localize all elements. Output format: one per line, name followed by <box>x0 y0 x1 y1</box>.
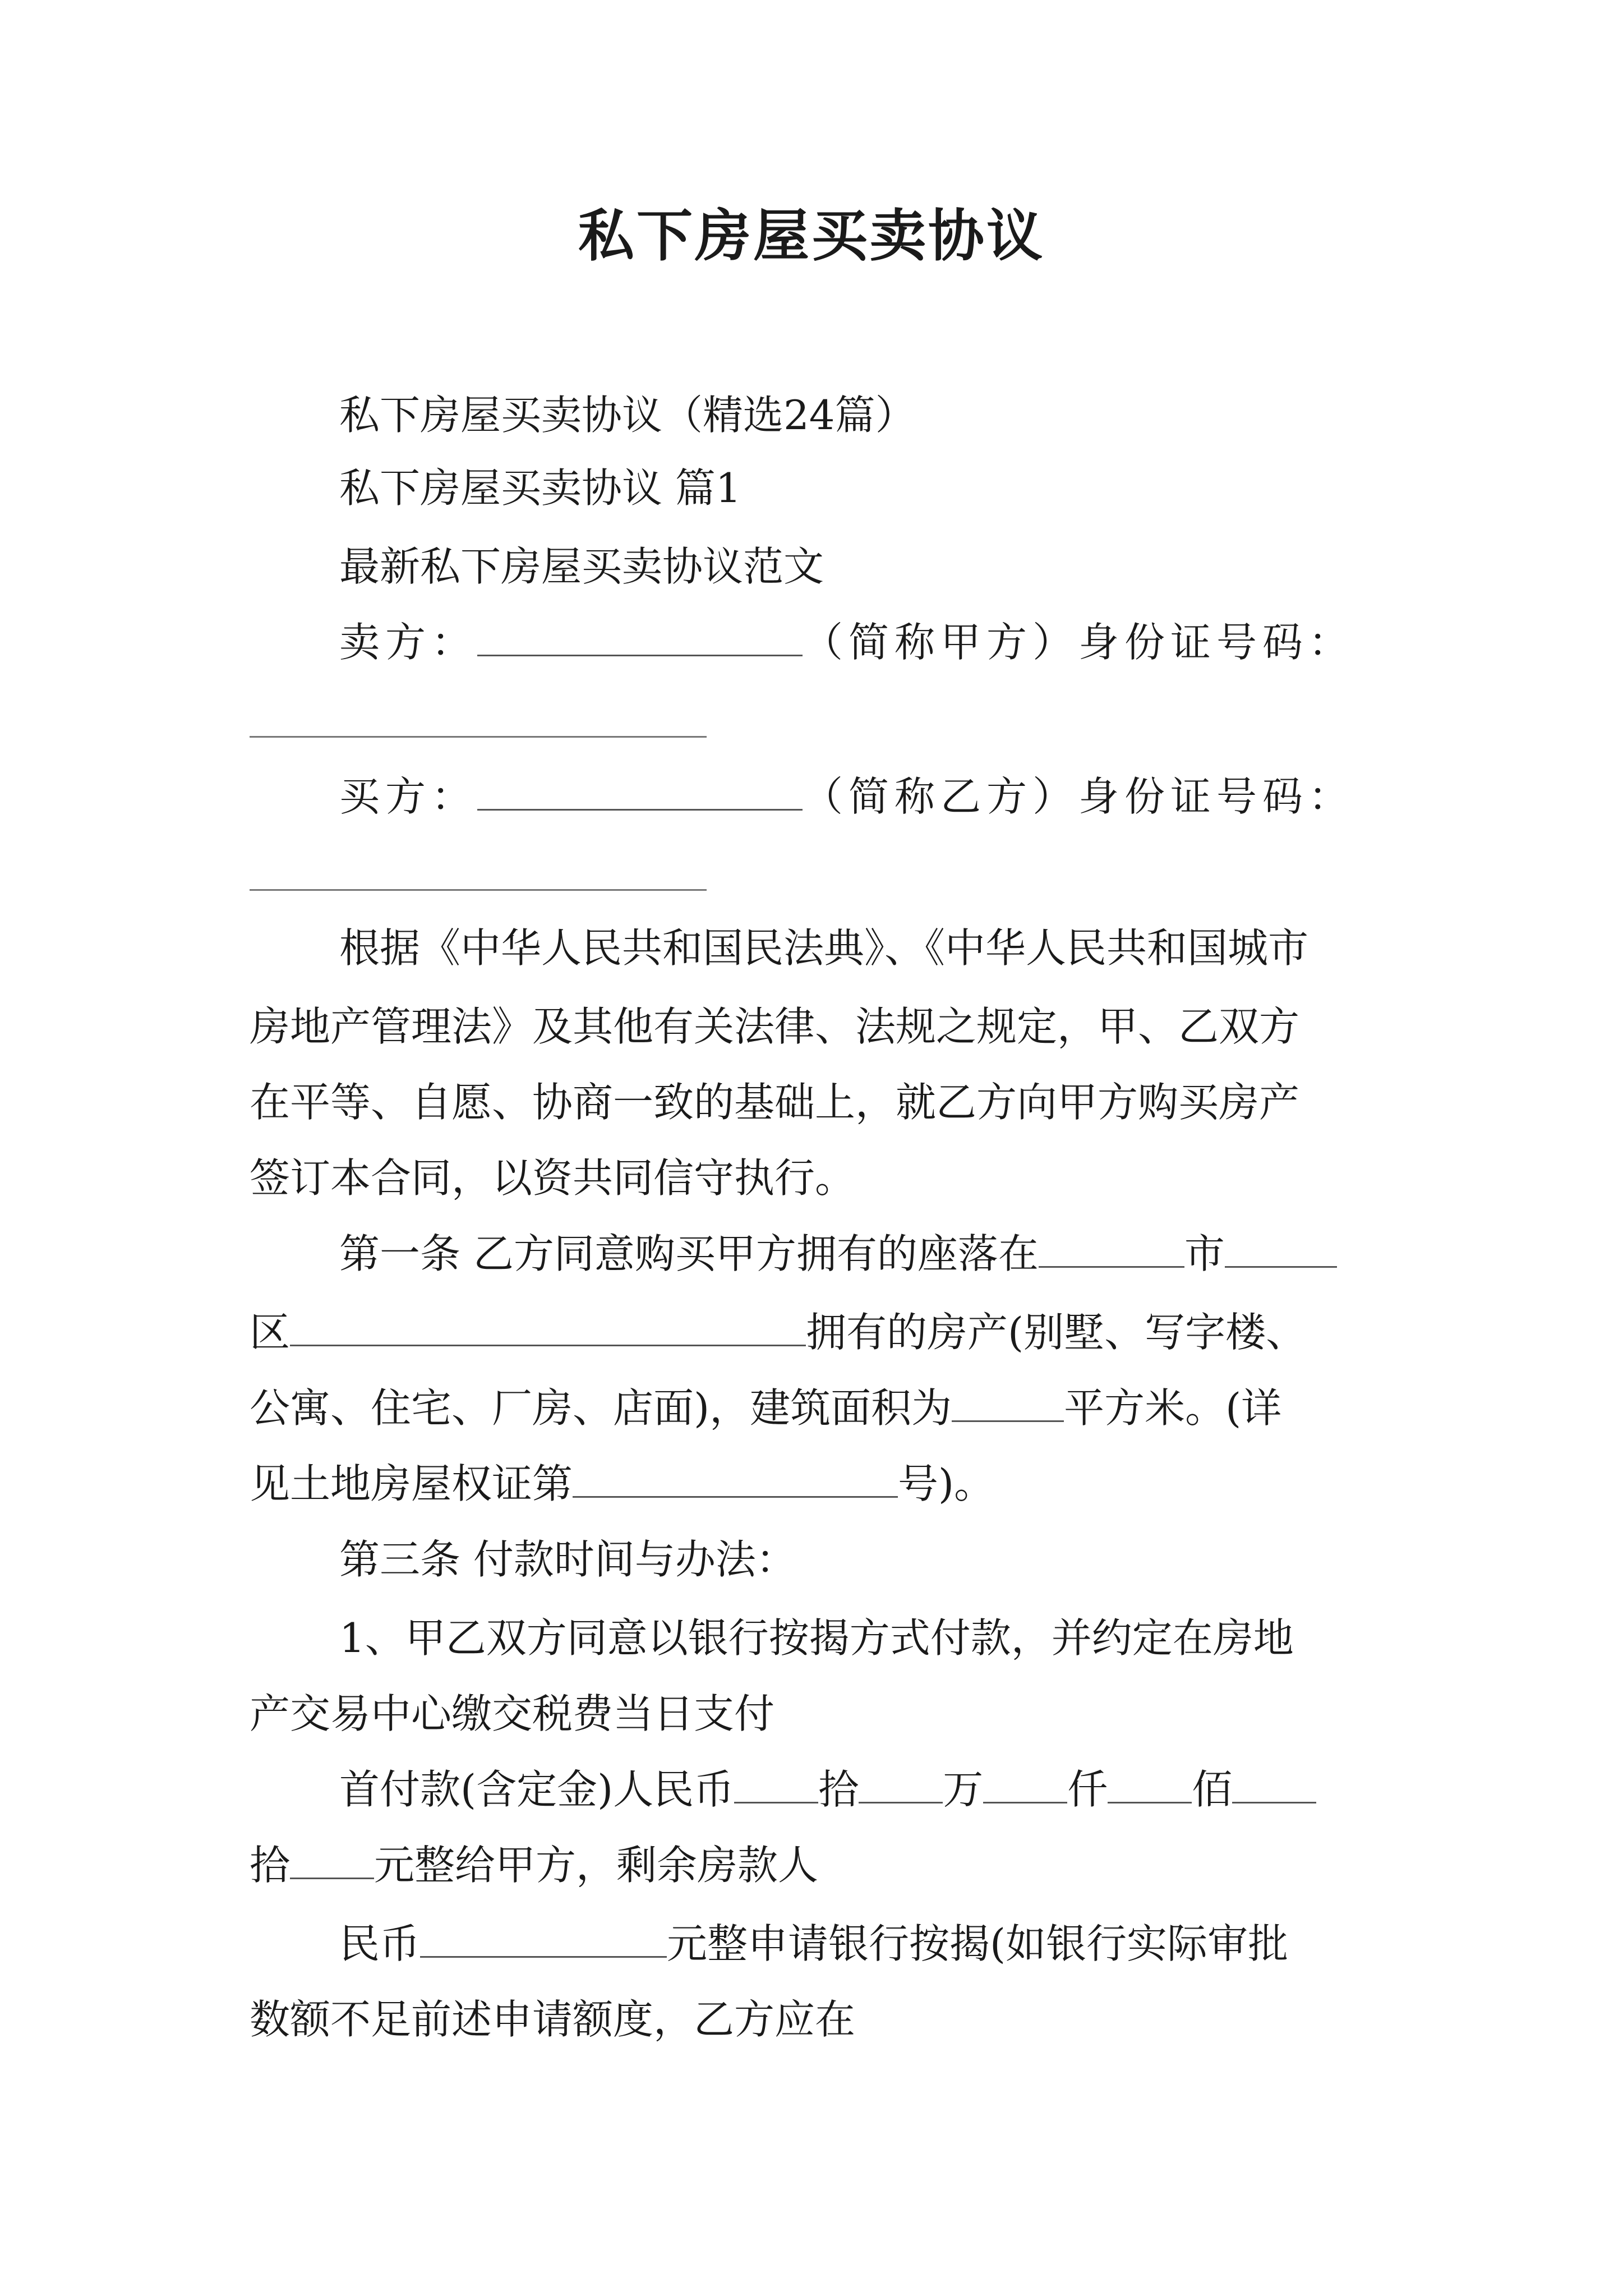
article1-text: 区 <box>250 1309 291 1356</box>
preamble-line-2: 房地产管理法》及其他有关法律、法规之规定，甲、乙双方 <box>250 1003 1300 1050</box>
article1-line-1 <box>339 1226 1394 1282</box>
preamble-line-1: 根据《中华人民共和国民法典》、《中华人民共和国城市 <box>339 924 1309 972</box>
buyer-label: 买方： <box>339 773 478 820</box>
seller-name-blank <box>477 620 803 656</box>
article1-text: 见土地房屋权证第 <box>250 1460 573 1507</box>
amount-blank <box>290 1843 374 1879</box>
down-payment-text: 拾 <box>818 1766 859 1813</box>
down-payment-text: 仟 <box>1067 1766 1108 1813</box>
down-payment-text: 拾 <box>250 1842 291 1889</box>
down-payment-text: 万 <box>943 1766 984 1813</box>
buyer-suffix: （简称乙方）身份证号码： <box>803 773 1355 820</box>
seller-line <box>339 614 1394 670</box>
buyer-id-blank <box>250 889 707 891</box>
sample-heading: 最新私下房屋买卖协议范文 <box>339 543 824 590</box>
remaining-payment-text: 元整申请银行按揭(如银行实际审批 <box>667 1920 1289 1967</box>
article1-line-3 <box>250 1380 1394 1436</box>
amount-blank <box>1108 1767 1192 1803</box>
article1-line-4 <box>250 1456 1394 1512</box>
article1-text: 公寓、住宅、厂房、店面)，建筑面积为 <box>250 1384 952 1432</box>
seller-suffix: （简称甲方）身份证号码： <box>803 619 1355 666</box>
section-heading: 私下房屋买卖协议 篇1 <box>339 464 741 512</box>
preamble-line-3: 在平等、自愿、协商一致的基础上，就乙方向甲方购买房产 <box>250 1079 1300 1126</box>
article3-heading: 第三条 付款时间与办法： <box>339 1536 796 1583</box>
document-title: 私下房屋买卖协议 <box>578 203 1045 269</box>
amount-blank <box>983 1767 1067 1803</box>
down-payment-line-2 <box>250 1837 1394 1893</box>
amount-blank <box>1232 1767 1316 1803</box>
amount-blank <box>859 1767 943 1803</box>
article1-text: 平方米。(详 <box>1064 1384 1282 1432</box>
remaining-payment-line-1 <box>339 1916 1394 1972</box>
article1-text: 拥有的房产(别墅、写字楼、 <box>806 1309 1307 1356</box>
article1-line-2 <box>250 1304 1394 1360</box>
remaining-payment-text: 民币 <box>339 1920 421 1967</box>
seller-id-blank <box>250 736 707 738</box>
area-blank <box>952 1386 1064 1422</box>
down-payment-text: 佰 <box>1192 1766 1233 1813</box>
article3-item1-line-2: 产交易中心缴交税费当日支付 <box>250 1690 775 1737</box>
city-blank <box>1039 1231 1184 1268</box>
document-subtitle: 私下房屋买卖协议（精选24篇） <box>339 392 916 439</box>
amount-blank <box>734 1767 818 1803</box>
remaining-payment-line-2: 数额不足前述申请额度，乙方应在 <box>250 1996 856 2043</box>
article1-text: 市 <box>1184 1230 1225 1277</box>
preamble-line-4: 签订本合同，以资共同信守执行。 <box>250 1154 856 1202</box>
down-payment-text: 元整给甲方，剩余房款人 <box>374 1842 819 1889</box>
seller-label: 卖方： <box>339 619 478 666</box>
address-blank <box>290 1310 806 1346</box>
buyer-name-blank <box>477 774 803 811</box>
article3-item1-line-1: 1、甲乙双方同意以银行按揭方式付款，并约定在房地 <box>339 1614 1294 1662</box>
district-blank <box>1225 1231 1337 1268</box>
certificate-number-blank <box>573 1461 898 1498</box>
loan-amount-blank <box>420 1921 667 1958</box>
down-payment-line-1 <box>339 1761 1394 1818</box>
article1-text: 号)。 <box>898 1460 995 1507</box>
buyer-line <box>339 769 1394 825</box>
down-payment-text: 首付款(含定金)人民币 <box>339 1766 735 1813</box>
article1-text: 第一条 乙方同意购买甲方拥有的座落在 <box>339 1230 1039 1277</box>
